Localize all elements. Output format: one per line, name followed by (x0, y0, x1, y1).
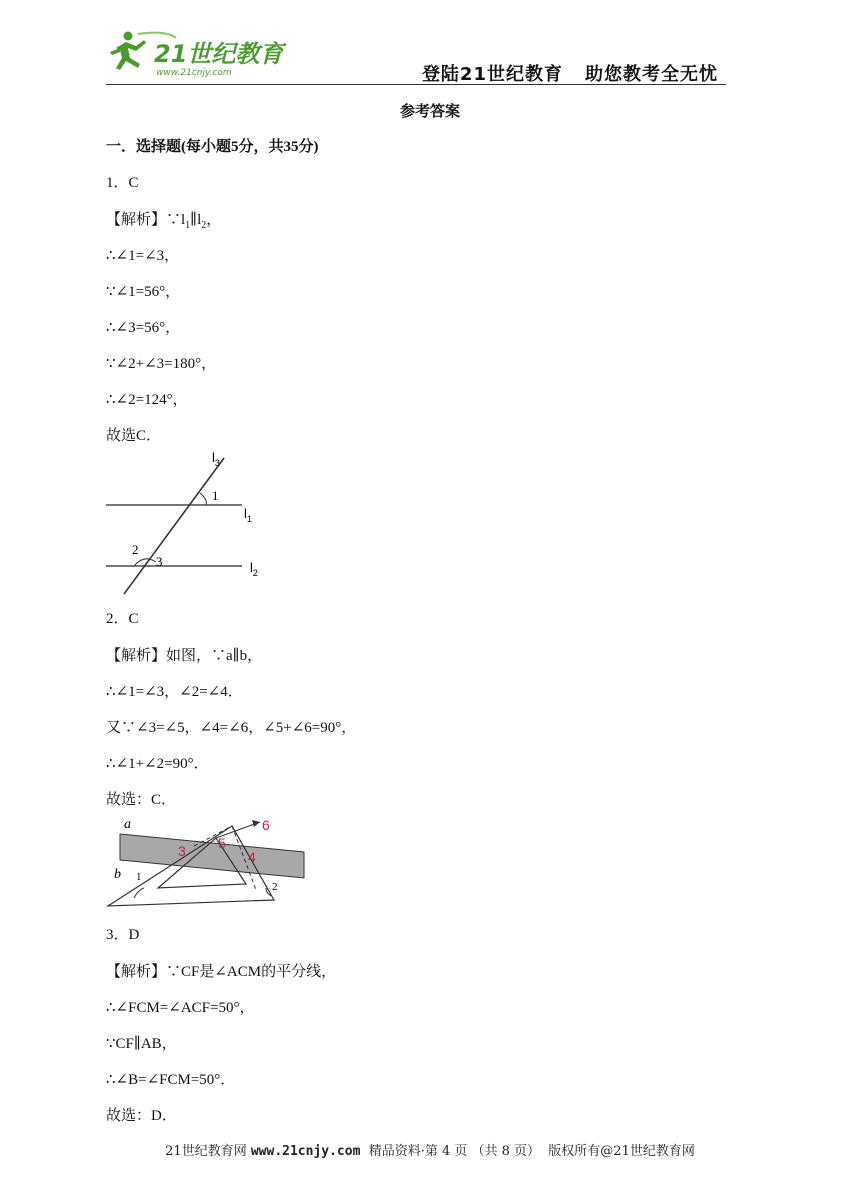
q1-line: ∵∠1=56°， (106, 284, 181, 300)
q1-line: ∴∠3=56°， (106, 320, 181, 336)
logo (106, 28, 296, 78)
header-rule (106, 84, 726, 85)
svg-text:5: 5 (218, 835, 226, 851)
q1-analysis: 【解析】$\because l_1\parallel l_2$， (106, 212, 222, 231)
q1-line: 故选C． (106, 428, 162, 444)
q2-line: 又∵∠3=∠5，∠4=∠6，∠5+∠6=90°， (106, 720, 357, 736)
slogan-left: 登陆21世纪教育 (421, 64, 563, 85)
logo-url: www.21cnjy.com (156, 68, 232, 78)
footer-url[interactable]: www.21cnjy.com (250, 1144, 361, 1159)
slogan-right: 助您教考全无忧 (585, 64, 718, 85)
svg-text:6: 6 (262, 817, 270, 833)
footer-right: 版权所有@21世纪教育网 (548, 1144, 695, 1159)
page-header (106, 22, 726, 84)
q1-line: ∵∠2+∠3=180°， (106, 356, 217, 372)
svg-text:l2: $l_2$ (250, 560, 258, 578)
svg-text:l3: $l_3$ (212, 450, 220, 468)
q2-figure (106, 814, 316, 914)
svg-text:4: 4 (248, 849, 256, 865)
q2-line: 【解析】如图，∵a∥b， (106, 648, 263, 664)
section-heading: 一．选择题(每小题5分，共35分) (106, 139, 319, 155)
svg-text:2: 2 (272, 881, 278, 893)
svg-text:1: 1 (212, 488, 219, 503)
q2-answer: 2．C (106, 611, 139, 627)
q1-line: ∴∠2=124°， (106, 392, 188, 408)
q3-line: 【解析】∵CF是∠ACM的平分线， (106, 964, 337, 980)
svg-text:3: 3 (156, 554, 163, 569)
header-slogan (400, 60, 718, 86)
q2-line: ∴∠1+∠2=90°． (106, 756, 209, 772)
q3-line: ∴∠FCM=∠ACF=50°， (106, 1000, 255, 1016)
q1-line: ∴∠1=∠3， (106, 248, 180, 264)
logo-text: 21世纪教育 (154, 40, 284, 68)
q3-answer: 3．D (106, 927, 140, 943)
q3-line: ∵CF∥AB， (106, 1036, 177, 1052)
svg-text:a: a (124, 817, 131, 832)
q3-line: 故选：D． (106, 1108, 177, 1124)
page-footer (0, 1140, 860, 1159)
svg-text:3: 3 (178, 843, 186, 859)
svg-text:b: b (114, 867, 121, 882)
svg-text:l1: $l_1$ (244, 506, 252, 524)
q3-line: ∴∠B=∠FCM=50°． (106, 1072, 236, 1088)
runner-icon (110, 32, 146, 71)
footer-page: 精品资料·第 4 页 （共 8 页） (368, 1144, 541, 1159)
q2-line: ∴∠1=∠3，∠2=∠4． (106, 684, 243, 700)
q1-figure (106, 450, 276, 600)
q2-line: 故选：C． (106, 792, 177, 808)
q1-answer: 1．C (106, 175, 139, 191)
svg-text:1: 1 (136, 871, 142, 883)
page-title: 参考答案 (399, 104, 460, 120)
svg-text:2: 2 (132, 542, 139, 557)
footer-left: 21世纪教育网 (165, 1144, 247, 1159)
